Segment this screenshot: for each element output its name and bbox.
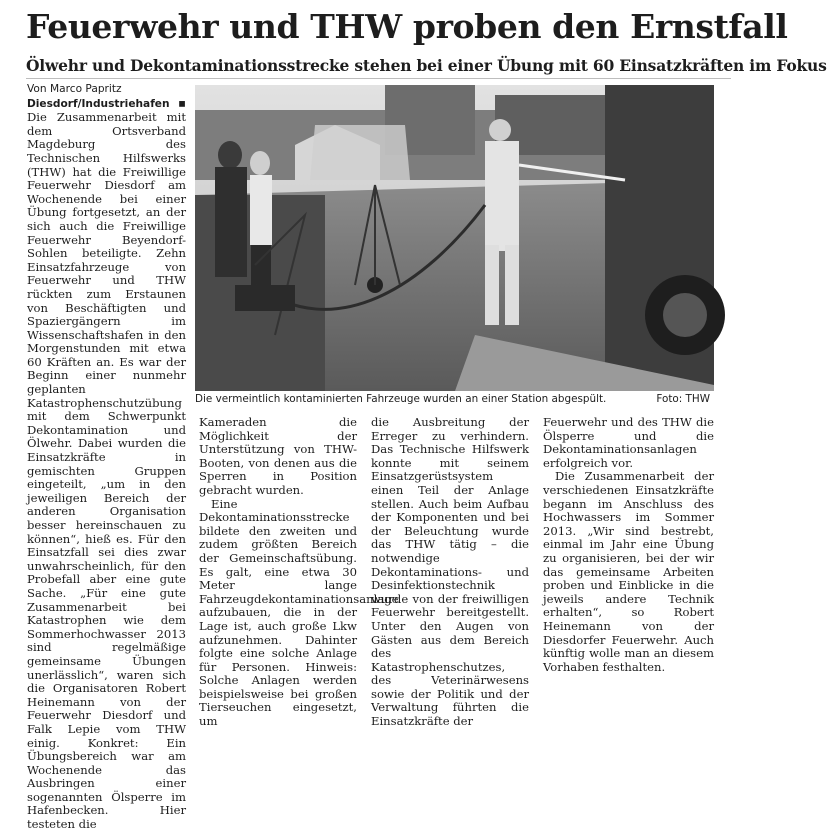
byline: Von Marco Papritz [27,83,122,95]
column-3-paragraph: die Ausbreitung der Erreger zu verhindern. Das Technische Hilfswerk konnte mit seinem Einsatzgerüstsystem einen Teil der Anlage stellen. Auch beim Aufbau der Komponenten und bei der Beleuchtung wurde das THW tätig – die notwendige Dekontaminations- und Desinfektionstechnik wurde von der freiwilligen Feuerwehr bereitgestellt. Unter den Augen von Gästen aus dem Bereich des Katastrophenschutzes, des Veterinärwesens sowie der Politik und der Verwaltung führten die Einsatzkräfte der [371,415,529,729]
photo-caption [195,393,714,406]
photo-credit: Foto: THW [656,393,710,405]
article-column-3 [371,416,529,729]
column-2-paragraph-1: Kameraden die Möglichkeit der Unterstützung von THW-Booten, von denen aus die Sperren in Position gebracht wurden. [199,415,357,497]
article-subheadline: Ölwehr und Dekontaminationsstrecke stehen bei einer Übung mit 60 Einsatzkräften im Fokus [26,56,827,75]
article-photo [195,85,714,391]
article-column-2 [199,415,399,729]
article-column-4 [543,416,714,674]
column-4-paragraph-1: Feuerwehr und des THW die Ölsperre und die Dekontaminationsanlagen erfolgreich vor. [543,415,714,470]
column-2-paragraph-2: Eine Dekontaminationsstrecke bildete den zweiten und zudem größten Bereich der Gemeinschaftsübung. Es galt, eine etwa 30 Meter lange Fahrzeugdekontaminationsanlage aufzubauen, die in der Lage ist, auch große Lkw aufzunehmen. Dahinter folgte eine solche Anlage für Personen. Hinweis: Solche Anlagen werden beispielsweise bei großen Tierseuchen eingesetzt, um [199,496,399,729]
dateline: Diesdorf/Industriehafen [27,97,170,110]
column-1-paragraph: Diesdorf/Industriehafen ▪ Die Zusammenarbeit mit dem Ortsverband Magdeburg des Technischen Hilfswerks (THW) hat die Freiwillige Feuerwehr Diesdorf am Wochenende bei einer Übung fortgesetzt, an der sich auch die Freiwillige Feuerwehr Beyendorf-Sohlen beteiligte. Zehn Einsatzfahrzeuge von Feuerwehr und THW rückten zum Erstaunen von Beschäftigten und Spaziergängern im Wissenschaftshafen in den Morgenstunden mit etwa 60 Kräften an. Es war der Beginn einer nunmehr geplanten Katastrophenschutzübung mit dem Schwerpunkt Dekontamination und Ölwehr. Dabei wurden die Einsatzkräfte in gemischten Gruppen eingeteilt, „um in den jeweiligen Bereich der anderen Organisation besser hereinschauen zu können“, hieß es. Für den Einsatzfall sei dies zwar unwahrscheinlich, für den Probefall aber eine gute Sache. „Für eine gute Zusammenarbeit bei Katastrophen wie dem Sommerhochwasser 2013 sind regelmäßige gemeinsame Übungen unerlässlich“, waren sich die Organisatoren Robert Heinemann von der Feuerwehr Diesdorf und Falk Lepie vom THW einig. Konkret: Ein Übungsbereich war am Wochenende das Ausbringen einer sogenannten Ölsperre im Hafenbecken. Hier testeten die [27,95,186,832]
column-4-paragraph-2: Die Zusammenarbeit der verschiedenen Einsatzkräfte begann im Anschluss des Hochwassers im Sommer 2013. „Wir sind bestrebt, einmal im Jahr eine Übung zu organisieren, bei der wir das gemeinsame Arbeiten proben und Einblicke in die jeweils andere Technik erhalten“, so Robert Heinemann von der Diesdorfer Feuerwehr. Auch künftig wolle man an diesem Vorhaben festhalten. [543,469,714,674]
article-headline: Feuerwehr und THW proben den Ernstfall [26,7,788,46]
column-1-text: Die Zusammenarbeit mit dem Ortsverband Magdeburg des Technischen Hilfswerks (THW) hat die Freiwillige Feuerwehr Diesdorf am Wochenende bei einer Übung fortgesetzt, an der sich auch die Freiwillige Feuerwehr Beyendorf-Sohlen beteiligte. Zehn Einsatzfahrzeuge von Feuerwehr und THW rückten zum Erstaunen von Beschäftigten und Spaziergängern im Wissenschaftshafen in den Morgenstunden mit etwa 60 Kräften an. Es war der Beginn einer nunmehr geplanten Katastrophenschutzübung mit dem Schwerpunkt Dekontamination und Ölwehr. Dabei wurden die Einsatzkräfte in gemischten Gruppen eingeteilt, „um in den jeweiligen Bereich der anderen Organisation besser hereinschauen zu können“, hieß es. Für den Einsatzfall sei dies zwar unwahrscheinlich, für den Probefall aber eine gute Sache. „Für eine gute Zusammenarbeit bei Katastrophen wie dem Sommerhochwasser 2013 sind regelmäßige gemeinsame Übungen unerlässlich“, waren sich die Organisatoren Robert Heinemann von der Feuerwehr Diesdorf und Falk Lepie vom THW einig. Konkret: Ein Übungsbereich war am Wochenende das Ausbringen einer sogenannten Ölsperre im Hafenbecken. Hier testeten die [27,110,186,832]
caption-text: Die vermeintlich kontaminierten Fahrzeuge wurden an einer Station abgespült. [195,393,607,405]
article-column-1 [27,83,186,832]
header-divider [26,78,731,79]
